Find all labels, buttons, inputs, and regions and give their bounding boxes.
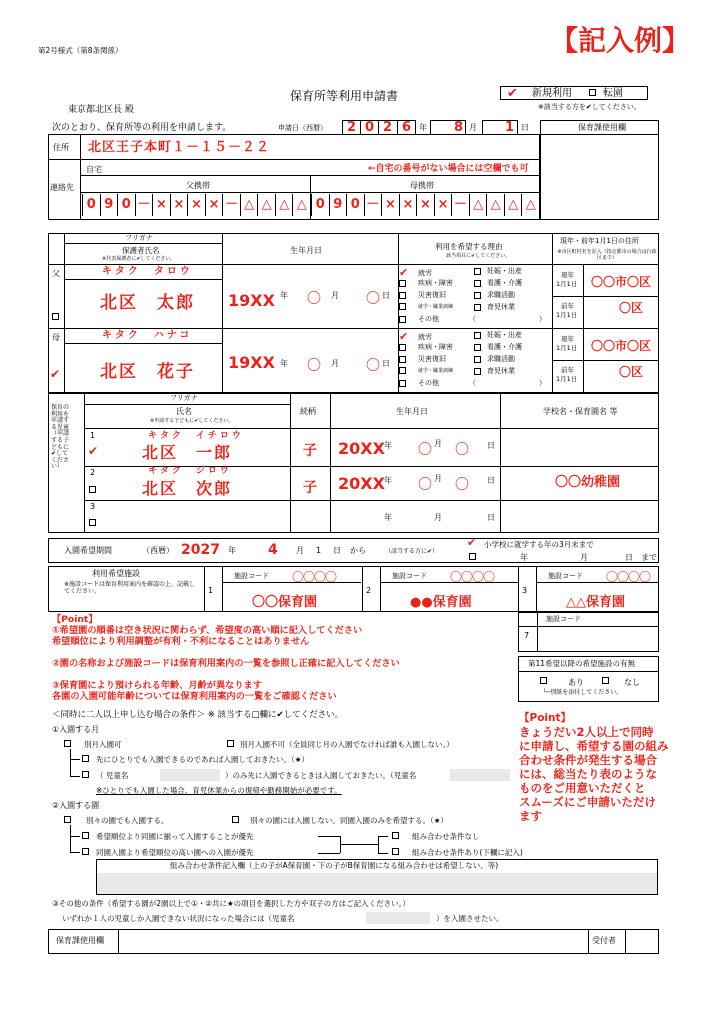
facility-1-code-label: 施設コード <box>234 572 269 580</box>
father-reason-3[interactable] <box>399 278 453 288</box>
child-2-relation[interactable]: 子 <box>303 480 317 496</box>
father-birth-year[interactable]: 19XX <box>228 291 275 310</box>
checkbox-icon <box>474 332 481 339</box>
transfer-checkbox[interactable] <box>589 89 598 97</box>
mother-prev-jan1-label: 1月1日 <box>556 375 578 383</box>
father-mobile-digit-10[interactable]: △ <box>240 194 258 216</box>
mother-name[interactable]: 北区 花子 <box>100 362 195 382</box>
mother-reason-6[interactable] <box>474 354 515 364</box>
child-1-birth-day-unit: 日 <box>487 441 495 450</box>
contact-label: 連絡先 <box>50 183 74 192</box>
child-3-birth-year-unit: 年 <box>384 513 392 522</box>
mother-reason-7[interactable] <box>399 366 453 374</box>
checkbox-icon <box>399 280 406 287</box>
father-reason-checklist[interactable] <box>399 265 552 327</box>
mother-birth-day-unit: 日 <box>382 359 390 368</box>
facility-7-number: 7 <box>524 631 530 640</box>
mother-mobile-digit-3[interactable]: 0 <box>346 194 364 216</box>
period-day: 1 <box>316 546 322 555</box>
children-name-note: ※申請する子どもに✔してください。 <box>150 418 234 424</box>
facility-choices[interactable] <box>204 566 659 612</box>
apply-year-digit-4[interactable]: 6 <box>402 120 412 135</box>
new-use-check-icon[interactable]: ✔ <box>507 86 518 101</box>
father-other-paren-open: （ <box>469 315 476 323</box>
point1-line-3: ②園の名称および施設コードは保育利用案内の一覧を参照し正確に記入してください <box>52 658 400 669</box>
child-2-birth-month[interactable]: 〇 <box>418 477 432 493</box>
cond1d-label-2: ）のみ先に入園できるときは入園しておきたい。（児童名 <box>225 771 417 780</box>
father-representative-checkbox[interactable] <box>52 313 61 321</box>
facility-2-name[interactable]: ●●保育園 <box>410 595 472 610</box>
child-1-birth-year-unit: 年 <box>384 441 392 450</box>
period-year[interactable]: 2027 <box>181 542 220 558</box>
footer-office-label: 保育課使用欄 <box>56 936 104 945</box>
father-cur-year-label: 現年 <box>561 271 574 279</box>
father-mobile-digit-1[interactable]: 0 <box>82 194 100 216</box>
father-name-kana[interactable]: キタク タロウ <box>102 266 193 277</box>
father-birth-day-unit: 日 <box>382 291 390 300</box>
footer-receiver-label: 受付者 <box>592 936 616 945</box>
father-birth-day[interactable]: 〇 <box>366 291 380 307</box>
address-label: 住所 <box>53 143 69 152</box>
mother-birth-month[interactable]: 〇 <box>307 358 321 374</box>
father-mobile-digit-4[interactable]: － <box>135 194 153 216</box>
combo-input[interactable] <box>97 873 657 894</box>
guardian-furigana-label: フリガナ <box>125 234 153 242</box>
father-other-paren-close: ） <box>539 315 546 323</box>
guardian-reason-label: 利用を希望する理由 <box>435 242 503 251</box>
child-1-check-icon[interactable]: ✔ <box>88 444 99 458</box>
mother-name-kana[interactable]: キタク ハナコ <box>102 330 193 341</box>
eleven-label: 第11希望以降の希望施設の有無 <box>528 659 636 668</box>
child-2-name-kana[interactable]: キタク ジロウ <box>148 466 232 476</box>
period-month[interactable]: 4 <box>268 542 278 558</box>
child-1-name[interactable]: 北区 一郎 <box>142 443 233 462</box>
facility-7-box <box>518 612 659 652</box>
period-end-year-unit: 年 <box>520 553 528 562</box>
checkbox-icon <box>399 380 406 387</box>
apply-month[interactable]: 8 <box>454 120 464 135</box>
father-mobile-digit-8[interactable]: × <box>205 194 223 216</box>
father-birth-month[interactable]: 〇 <box>307 291 321 307</box>
cond2d-checkbox[interactable] <box>82 848 91 856</box>
cond2c-label: 希望順位より同園に揃って入園することが優先 <box>96 832 254 841</box>
father-reason-7[interactable] <box>399 302 453 310</box>
facilities-label: 利用希望施設 <box>92 569 140 578</box>
apply-year-unit: 年 <box>419 123 427 132</box>
checkbox-icon <box>474 304 481 311</box>
combo-label: 組み合わせ条件記入欄（上の子がA保育園・下の子がB保育園になる組み合わせは希望しない、等) <box>170 861 499 870</box>
child-2-birth-day-unit: 日 <box>487 476 495 485</box>
child-1-birth-month-unit: 月 <box>434 439 442 448</box>
cond3-name-field[interactable] <box>366 912 430 924</box>
period-label: 入園希望期間 <box>64 546 112 555</box>
father-relation: 父 <box>52 269 60 278</box>
guardian-name-note: ※代表保護者に✔してください。 <box>102 256 176 262</box>
conditions-header: ＜同時に二人以上申し込む場合の条件＞ ※ 該当する□欄に✔してください。 <box>52 710 344 720</box>
father-prev-jan1-label: 1月1日 <box>556 311 578 319</box>
cond2a-label: 別々の園でも入園する。 <box>86 816 169 825</box>
child-2-birth-month-unit: 月 <box>434 474 442 483</box>
mother-other-paren-open: （ <box>469 379 476 387</box>
cond2-title: ②入園する園 <box>52 801 100 810</box>
mother-prev-year-label: 前年 <box>561 366 574 374</box>
father-reason-6[interactable] <box>474 290 515 300</box>
cond1b-checkbox[interactable] <box>227 740 236 748</box>
cond2f-checkbox[interactable] <box>392 848 401 856</box>
apply-year-digit-2[interactable]: 0 <box>365 120 375 135</box>
eleven-yes-label: あり <box>568 678 584 687</box>
addressee: 東京都北区長 殿 <box>68 105 134 115</box>
facility-7-code-label: 施設コード <box>546 615 581 623</box>
office-use-label: 保育課使用欄 <box>578 123 626 132</box>
children-dob-label: 生年月日 <box>396 407 428 416</box>
mother-mobile-digit-5[interactable]: × <box>381 194 399 216</box>
facility-2-code[interactable]: 〇〇〇〇 <box>450 570 495 584</box>
mother-reason-5[interactable] <box>399 354 446 364</box>
child-2-birth-year[interactable]: 20XX <box>338 474 385 493</box>
mother-reason-8[interactable] <box>474 366 515 376</box>
child-1-number: 1 <box>90 431 96 440</box>
eleven-no-label: なし <box>624 678 640 687</box>
mother-reason-label: 妊娠・出産 <box>487 331 522 339</box>
child-3-checkbox[interactable] <box>89 519 98 527</box>
child-3-birth-month-unit: 月 <box>434 513 442 522</box>
cond1b-label: 別月入園不可（全員同じ月の入園でなければ誰も入園しない。） <box>240 740 454 749</box>
child-1-relation[interactable]: 子 <box>303 443 317 459</box>
father-birth-month-unit: 月 <box>331 291 339 300</box>
transfer-label: 転園 <box>603 88 623 99</box>
father-mobile-digit-7[interactable]: × <box>187 194 205 216</box>
period-end-checkbox[interactable] <box>469 553 478 561</box>
period-year-unit: 年 <box>228 546 236 555</box>
father-reason-label: その他 <box>418 315 439 323</box>
mother-reason-label: 看護・介護 <box>487 343 522 351</box>
cond1d-checkbox[interactable] <box>82 771 91 779</box>
period-month-unit: 月 <box>296 546 304 555</box>
father-mobile-digit-2[interactable]: 9 <box>100 194 118 216</box>
facilities-note: ※施設コードは保育利用案内を確認の上、記載してください。 <box>64 581 196 596</box>
father-reason-8[interactable] <box>474 302 515 312</box>
cond3-title: ③その他の条件（希望する園が2園以上で①・②共に★の項目を選択した方や双子の方はご記入ください。） <box>52 899 410 908</box>
mother-birth-day[interactable]: 〇 <box>366 358 380 374</box>
guardian-name-label: 保護者氏名 <box>122 246 160 255</box>
mother-mobile-digit-6[interactable]: × <box>399 194 417 216</box>
checkbox-icon <box>399 356 406 363</box>
checkbox-icon <box>474 292 481 299</box>
father-reason-label: 育児休業 <box>487 303 515 311</box>
mother-mobile-digit-7[interactable]: × <box>416 194 434 216</box>
mother-mobile-digit-2[interactable]: 9 <box>329 194 347 216</box>
period-end-day-unit: 日 <box>625 553 633 562</box>
child-2-checkbox[interactable] <box>89 486 98 494</box>
mother-reason-label: 求職活動 <box>487 355 515 363</box>
child-1-birth-month[interactable]: 〇 <box>418 442 432 458</box>
facility-3-name[interactable]: △△保育園 <box>566 595 625 610</box>
cond2b-checkbox[interactable] <box>232 816 241 824</box>
cond1-title: ①入園する月 <box>52 725 100 734</box>
father-reason-9[interactable] <box>399 314 439 324</box>
mother-mobile-digits[interactable] <box>311 194 539 216</box>
mother-mobile-digit-10[interactable]: △ <box>469 194 487 216</box>
period-day-unit: 日 <box>333 546 341 555</box>
mother-cur-year-label: 現年 <box>561 335 574 343</box>
mother-mobile-digit-8[interactable]: × <box>434 194 452 216</box>
father-mobile-digit-13[interactable]: △ <box>292 194 310 216</box>
child-3-number: 3 <box>90 502 96 511</box>
mother-cur-address[interactable]: 〇〇市〇区 <box>591 339 652 353</box>
period-end-made: まで <box>641 553 657 562</box>
new-use-label: 新規利用 <box>532 88 572 99</box>
mother-reason-label: 災害復旧 <box>418 355 446 363</box>
facility-3-number: 3 <box>522 586 528 595</box>
father-cur-address[interactable]: 〇〇市〇区 <box>591 275 652 289</box>
child-1-birth-day[interactable]: 〇 <box>455 442 469 458</box>
mother-mobile-digit-11[interactable]: △ <box>486 194 504 216</box>
checkbox-icon <box>474 344 481 351</box>
point1-head: 【Point】 <box>52 614 98 625</box>
father-reason-4[interactable] <box>474 278 522 288</box>
father-mobile-digits[interactable] <box>82 194 310 216</box>
point2-line-2: に申請し、希望する園の組み <box>519 739 669 753</box>
mother-reason-4[interactable] <box>474 342 522 352</box>
mother-reason-checklist[interactable] <box>399 329 552 391</box>
mother-prev-address[interactable]: 〇区 <box>619 365 644 379</box>
father-prev-year-label: 前年 <box>561 302 574 310</box>
father-reason-label: 妊娠・出産 <box>487 267 522 275</box>
mother-birth-year[interactable]: 19XX <box>228 353 275 372</box>
cond1a-checkbox[interactable] <box>64 740 73 748</box>
cond2a-checkbox[interactable] <box>64 816 73 824</box>
mother-representative-check-icon[interactable]: ✔ <box>50 367 61 381</box>
children-relation-label: 続柄 <box>300 407 316 416</box>
point1-line-2: 希望順位により利用調整が有利・不利になることはありません <box>52 636 310 647</box>
footer-box <box>48 929 659 954</box>
mother-mobile-digit-4[interactable]: － <box>364 194 382 216</box>
mother-reason-9[interactable] <box>399 378 439 388</box>
cond2c-checkbox[interactable] <box>82 832 91 840</box>
point1-line-5: 各園の入園可能年齢については保育利用案内の一覧をご確認ください <box>52 691 337 702</box>
form-title: 保育所等利用申請書 <box>290 89 399 103</box>
children-school-label: 学校名・保育園名 等 <box>543 407 618 416</box>
apply-day-unit: 日 <box>521 123 529 132</box>
guardian-address-note: ※市区町村名を記入（指定都市の場合は行政区まで） <box>557 249 657 261</box>
point1-line-1: ①希望園の順番は空き状況に関わらず、希望度の高い順に記入してください <box>52 625 363 636</box>
mother-reason-label: 育児休業 <box>487 367 515 375</box>
checkbox-icon <box>474 368 481 375</box>
father-cur-jan1-label: 1月1日 <box>556 280 578 288</box>
father-reason-label: 就学・職業訓練 <box>418 304 454 310</box>
children-side-label: 保育の利用を申請する児童（申請する子どもに✔してください） <box>51 404 70 471</box>
facility-1-code[interactable]: 〇〇〇〇 <box>292 570 337 584</box>
intro-text: 次のとおり、保育所等の利用を申請します。 <box>52 123 232 133</box>
father-reason-5[interactable] <box>399 290 446 300</box>
father-mobile-digit-12[interactable]: △ <box>275 194 293 216</box>
cond3-label: いずれか１人の児童しか入園できない状況になった場合には（児童名 <box>62 914 295 923</box>
mother-mobile-digit-12[interactable]: △ <box>504 194 522 216</box>
child-2-name[interactable]: 北区 次郎 <box>142 479 233 498</box>
father-mobile-digit-11[interactable]: △ <box>257 194 275 216</box>
children-furigana-label: フリガナ <box>170 394 198 402</box>
form-number: 第2号様式（第8条関係） <box>38 46 123 55</box>
application-type-box <box>500 86 648 100</box>
cond1a-label: 別月入園可 <box>84 740 122 749</box>
mother-other-paren-close: ） <box>539 379 546 387</box>
child-2-birth-year-unit: 年 <box>384 476 392 485</box>
cond3-label-2: ）を入園させたい。 <box>436 914 504 923</box>
office-use-box <box>540 120 659 220</box>
until-school-label: 小学校に就学する年の3月末まで <box>484 540 594 549</box>
example-label: 【記入例】 <box>550 24 691 57</box>
checkbox-icon <box>399 303 406 310</box>
father-reason-label: 求職活動 <box>487 291 515 299</box>
mother-reason-label: その他 <box>418 379 439 387</box>
mother-mobile-digit-1[interactable]: 0 <box>311 194 329 216</box>
eleven-note: └─別紙を添付してください。 <box>543 689 623 696</box>
check-icon: ✔ <box>399 266 409 279</box>
checkbox-icon <box>399 292 406 299</box>
period-note: （該当する方に✔） <box>385 548 439 555</box>
checkbox-icon <box>399 316 406 323</box>
child-2-number: 2 <box>90 468 96 477</box>
application-type-note: ※該当する方を✔してください。 <box>538 103 641 111</box>
guardian-reason-note: 該当項目に✔してください。 <box>446 253 511 259</box>
point2-head: 【Point】 <box>519 712 572 724</box>
facility-2-number: 2 <box>366 586 372 595</box>
checkbox-icon <box>399 367 406 374</box>
father-mobile-digit-9[interactable]: － <box>222 194 240 216</box>
father-reason-label: 看護・介護 <box>487 279 522 287</box>
child-1-name-kana[interactable]: キタク イチロウ <box>148 431 244 441</box>
cond1c-label: 先にひとりでも入園できるのであれば入園しておきたい。（★） <box>96 755 309 764</box>
checkbox-icon <box>474 268 481 275</box>
cond2b-label: 別々の園には入園しない。同園入園のみを希望する。（★） <box>250 816 448 825</box>
eleven-no-checkbox[interactable] <box>602 677 611 685</box>
facility-1-name[interactable]: 〇〇保育園 <box>252 595 318 610</box>
child-2-school[interactable]: 〇〇幼稚園 <box>555 475 621 490</box>
father-reason-label: 疾病・障害 <box>418 279 453 287</box>
mother-relation: 母 <box>52 333 60 342</box>
father-name[interactable]: 北区 太郎 <box>100 293 195 313</box>
facility-2-code-label: 施設コード <box>392 572 427 580</box>
child-2-birth-day[interactable]: 〇 <box>455 477 469 493</box>
point1-line-4: ③保育園により預けられる年齢、月齢が異なります <box>52 680 262 691</box>
cond1d-label: （ 児童名 <box>96 771 129 780</box>
facility-3-code[interactable]: 〇〇〇〇 <box>606 570 651 584</box>
guardian-dob-label: 生年月日 <box>290 246 322 255</box>
apply-month-unit: 月 <box>469 123 477 132</box>
period-end-month-unit: 月 <box>580 553 588 562</box>
facility-1-number: 1 <box>208 586 214 595</box>
mother-reason-label: 就労 <box>418 332 432 341</box>
checkbox-icon <box>474 280 481 287</box>
apply-year-digit-3[interactable]: 2 <box>383 120 393 135</box>
point2-line-3: 合わせ条件が発生する場合 <box>519 753 657 767</box>
mother-reason-2[interactable] <box>474 330 522 340</box>
check-icon: ✔ <box>399 330 409 343</box>
father-reason-label: 就労 <box>418 268 432 277</box>
point2-line-7: ます <box>519 809 542 823</box>
cond1c-checkbox[interactable] <box>82 755 91 763</box>
period-from: から <box>350 546 366 555</box>
mother-reason-label: 疾病・障害 <box>418 343 453 351</box>
until-school-check-icon[interactable]: ✔ <box>467 536 477 549</box>
cond1d-name-field[interactable] <box>160 769 220 781</box>
apply-date-label: 申請日（西暦） <box>278 124 327 132</box>
period-era-label: （西暦） <box>142 546 174 555</box>
children-name-label: 氏名 <box>176 407 192 416</box>
father-reason-2[interactable] <box>474 266 522 276</box>
father-prev-address[interactable]: 〇区 <box>619 301 644 315</box>
mother-mobile-label: 母携帯 <box>410 181 434 190</box>
mother-reason-3[interactable] <box>399 342 453 352</box>
guardian-address-label: 現年・前年1月1日の住所 <box>560 237 639 245</box>
cond1e-note: ※ひとりでも入園した場合、育児休業からの復帰や勤務開始が必要です。 <box>96 786 342 795</box>
point2-line-4: には、総当たり表のような <box>519 767 657 781</box>
point2-line-1: きょうだい2人以上で同時 <box>519 725 654 739</box>
facility-3-code-label: 施設コード <box>548 572 583 580</box>
apply-day[interactable]: 1 <box>505 120 515 135</box>
cond2e-label: 組み合わせ条件なし <box>412 832 480 841</box>
mother-cur-jan1-label: 1月1日 <box>556 344 578 352</box>
eleven-yes-checkbox[interactable] <box>540 677 549 685</box>
father-reason-label: 災害復旧 <box>418 291 446 299</box>
home-phone-label: 自宅 <box>86 165 102 174</box>
cond2f-label: 組み合わせ条件あり(下欄に記入) <box>412 848 523 857</box>
child-3-birth-day-unit: 日 <box>487 513 495 522</box>
apply-year-digit-1[interactable]: 2 <box>347 120 357 135</box>
mother-mobile-digit-9[interactable]: － <box>451 194 469 216</box>
point2-line-6: スムーズにご申請いただけ <box>519 795 656 809</box>
cond1d-name-field-2[interactable] <box>450 769 510 781</box>
mother-reason-label: 就学・職業訓練 <box>418 368 454 374</box>
cond2d-label: 同園入園より希望順位の高い園への入園が優先 <box>96 848 254 857</box>
checkbox-icon <box>474 356 481 363</box>
mother-mobile-digit-13[interactable]: △ <box>521 194 539 216</box>
mother-birth-month-unit: 月 <box>331 359 339 368</box>
father-mobile-digit-3[interactable]: 0 <box>117 194 135 216</box>
home-phone-note: ←自宅の番号がない場合には空欄でも可 <box>368 164 529 174</box>
point2-line-5: ものをご用意いただくと <box>519 781 646 795</box>
father-mobile-digit-5[interactable]: × <box>152 194 170 216</box>
address-value[interactable]: 北区王子本町１－１５－２２ <box>88 140 271 155</box>
father-mobile-digit-6[interactable]: × <box>170 194 188 216</box>
mother-birth-year-unit: 年 <box>280 359 288 368</box>
cond2e-checkbox[interactable] <box>392 832 401 840</box>
mother-address-block <box>553 329 659 392</box>
father-address-block <box>553 265 659 328</box>
father-mobile-label: 父携帯 <box>186 181 210 190</box>
father-birth-year-unit: 年 <box>280 291 288 300</box>
child-1-birth-year[interactable]: 20XX <box>338 439 385 458</box>
checkbox-icon <box>399 344 406 351</box>
